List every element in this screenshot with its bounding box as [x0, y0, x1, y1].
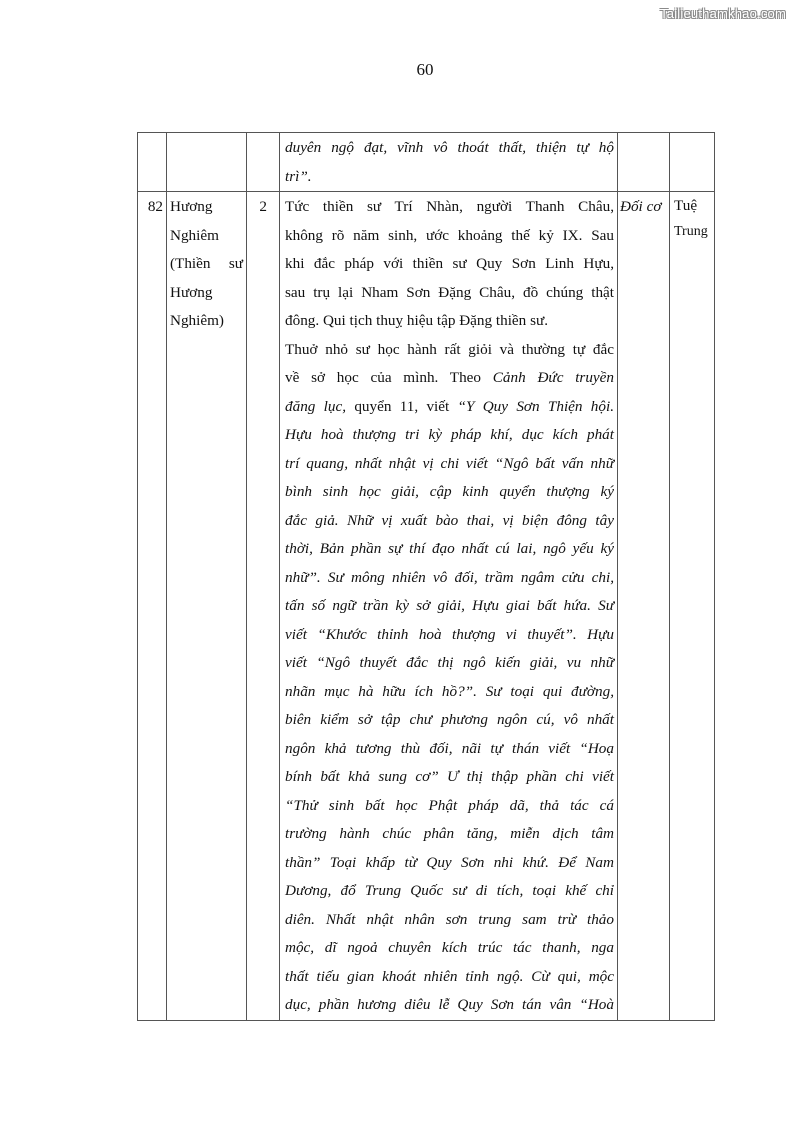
- text-line: thần” Toại khấp từ Quy Sơn nhi khứ. Để Nam: [285, 853, 614, 871]
- text-line: nhãn mục hà hữu ích hồ?”. Sư toại qui đường,: [285, 682, 614, 700]
- text-line: ngôn khả tương thù đối, nãi tự thán viết “Hoạ: [285, 739, 614, 757]
- text-line: thất tiếu gian khoát nhiên tỉnh ngộ. Cừ qui, mộc: [285, 967, 614, 985]
- text-line: thời, Bản phần sự thí đạo nhất cú lai, ngô yếu ký: [285, 540, 614, 557]
- page-number: 60: [416, 60, 434, 79]
- name-line: Nghiêm: [170, 226, 219, 244]
- text-segment-italic: “Y Quy Sơn Thiện hội.: [457, 397, 614, 415]
- text-line: [285, 364, 614, 393]
- count-cell: [247, 192, 280, 1021]
- text-line: đông. Qui tịch thuỵ hiệu tập Đặng thiền sư.: [285, 312, 549, 329]
- author-line: Tuệ: [674, 197, 698, 214]
- text-line: trí quang, nhất nhật vị chi viết “Ngô bất vấn nhữ: [285, 454, 614, 472]
- text-line: không rõ năm sinh, ước khoảng thế kỷ IX. Sau: [285, 226, 614, 244]
- text-line: sau trụ lại Nham Sơn Đặng Châu, đồ chúng thật: [285, 283, 614, 301]
- name-line: Hương: [170, 198, 213, 215]
- text-line: Dương, đổ Trung Quốc sư di tích, toại khế chỉ: [285, 882, 614, 899]
- text-segment: quyển 11, viết: [346, 397, 458, 415]
- category-cell: [618, 133, 670, 192]
- name-cell: [167, 133, 247, 192]
- text-line: duyên ngộ đạt, vĩnh vô thoát thất, thiện tự hộ: [285, 139, 614, 156]
- text-line: đắc giả. Nhữ vị xuất bào thai, vị biện đông tây: [285, 511, 614, 529]
- author-cell: [670, 133, 715, 192]
- text-line: Thuở nhỏ sư học hành rất giỏi và thường tự đắc: [285, 340, 614, 358]
- content-table: [137, 132, 715, 1021]
- text-line: viết “Khước thỉnh hoà thượng vi thuyết”. Hựu: [285, 625, 614, 643]
- table-row: [138, 133, 715, 192]
- text-line: “Thử sinh bất học Phật pháp dã, thả tác cá: [285, 796, 614, 814]
- description-cell: [280, 192, 618, 1021]
- text-segment: về sở học của mình. Theo: [285, 369, 493, 386]
- row-index: 82: [147, 198, 163, 215]
- description-cell: [280, 133, 618, 192]
- text-line: mộc, dĩ ngoả chuyên kích trúc tác thanh, nga: [285, 939, 614, 956]
- category-value: Đối cơ: [620, 198, 662, 215]
- text-line: nhữ”. Sư mông nhiên vô đối, trầm ngâm cửu chi,: [285, 568, 614, 586]
- text-line: bính bất khả sung cơ” Ư thị thập phần chi viết: [285, 768, 614, 785]
- text-segment-italic: Cảnh Đức truyền: [492, 369, 614, 386]
- text-line: trường hành chúc phân tăng, miễn dịch tâm: [285, 825, 614, 842]
- text-line: viết “Ngô thuyết đắc thị ngô kiến giải, vu nhữ: [285, 654, 614, 671]
- text-line: diên. Nhất nhật nhân sơn trung sam trừ thảo: [285, 910, 614, 928]
- text-segment-italic: đăng lục,: [285, 397, 347, 415]
- text-line: Hựu hoà thượng tri kỳ pháp khí, dục kích phát: [285, 426, 614, 443]
- text-line: Tức thiền sư Trí Nhàn, người Thanh Châu,: [285, 198, 614, 215]
- author-line: Trung: [674, 224, 708, 239]
- table-row: [138, 192, 715, 1021]
- text-line: trì”.: [285, 167, 312, 185]
- text-line: tấn số ngữ trần kỳ sở giải, Hựu giai bất hứa. Sư: [285, 597, 614, 614]
- category-cell: [618, 192, 670, 1021]
- text-line: dục, phần hương diêu lễ Quy Sơn tán vân “Hoà: [285, 996, 614, 1013]
- author-cell: [670, 192, 715, 1021]
- name-line: Nghiêm): [170, 312, 224, 329]
- text-line: bình sinh học giải, cập kinh quyển thượng ký: [285, 483, 614, 500]
- name-line: Hương: [170, 283, 213, 301]
- text-line: [285, 393, 614, 422]
- watermark: Tailieuthamkhao.com: [660, 6, 786, 21]
- name-cell: [167, 192, 247, 1021]
- count-value: 2: [259, 198, 267, 215]
- name-line: (Thiền sư: [170, 255, 243, 272]
- index-cell: [138, 133, 167, 192]
- text-line: khi đắc pháp với thiền sư Quy Sơn Linh Hựu,: [285, 255, 614, 272]
- text-line: biên kiểm sở tập chư phương ngôn cú, vô nhất: [285, 711, 614, 728]
- index-cell: [138, 192, 167, 1021]
- count-cell: [247, 133, 280, 192]
